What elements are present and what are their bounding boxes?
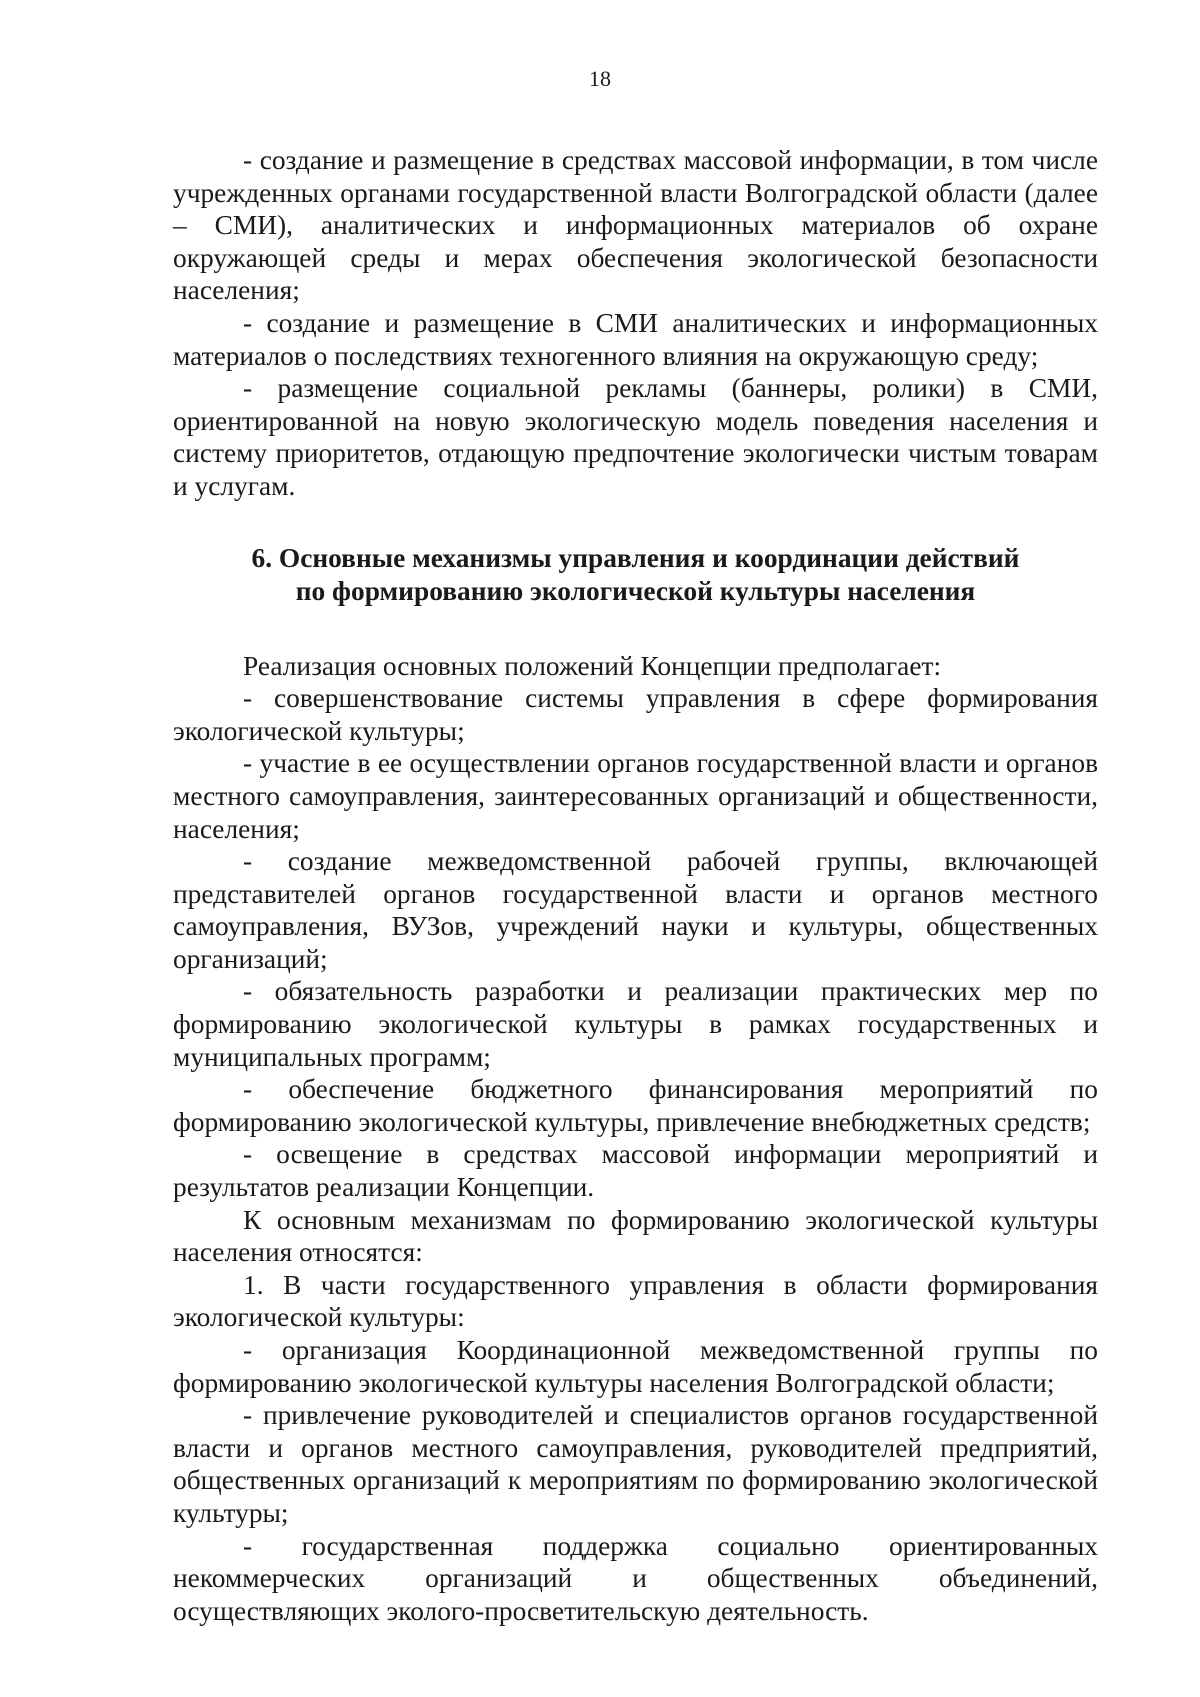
list-item: - организация Координационной межведомственной группы по формированию экологической культуры населения Волгоградской области; [173,1335,1098,1398]
page-number: 18 [589,66,611,91]
paragraph-media-technogenic: - создание и размещение в СМИ аналитических и информационных материалов о последствиях техногенного влияния на окружающую среду; [173,307,1098,371]
paragraph-mechanisms-intro: К основным механизмам по формированию экологической культуры населения относятся: [173,1204,1098,1268]
section-heading [173,542,1098,608]
list-item: - совершенствование системы управления в сфере формирования экологической культуры; [173,683,1098,746]
list-item: - обязательность разработки и реализации практических мер по формированию экологической культуры в рамках государственных и муниципальных программ; [173,976,1098,1072]
list-item: - обеспечение бюджетного финансирования мероприятий по формированию экологической культуры, привлечение внебюджетных средств; [173,1074,1098,1137]
list-item: - государственная поддержка социально ориентированных некоммерческих организаций и общественных объединений, осуществляющих эколого-просветительскую деятельность. [173,1530,1098,1626]
document-body [173,144,1098,1627]
section-heading-line-2: по формированию экологической культуры населения [295,575,976,606]
list-item: - освещение в средствах массовой информации мероприятий и результатов реализации Концепции. [173,1139,1098,1203]
list-item: - создание межведомственной рабочей группы, включающей представителей органов государственной власти и органов местного самоуправления, ВУЗов, учреждений науки и культуры, общественных организаций; [173,846,1098,974]
paragraph-media-materials: - создание и размещение в средствах массовой информации, в том числе учрежденных органами государственной власти Волгоградской области (далее – СМИ), аналитических и информационных материалов об охране окружающей среды и мерах обеспечения экологической безопасности населения; [173,145,1098,306]
paragraph-numbered-1: 1. В части государственного управления в области формирования экологической культуры: [173,1269,1098,1333]
paragraph-intro: Реализация основных положений Концепции предполагает: [243,650,942,681]
paragraph-social-advertising: - размещение социальной рекламы (баннеры, ролики) в СМИ, ориентированной на новую экологическую модель поведения населения и систему приоритетов, отдающую предпочтение экологически чистым товарам и услугам. [173,373,1098,501]
section-heading-line-1: 6. Основные механизмы управления и координации действий [251,542,1020,573]
list-item: - участие в ее осуществлении органов государственной власти и органов местного самоуправления, заинтересованных организаций и общественности, населения; [173,748,1098,844]
list-item: - привлечение руководителей и специалистов органов государственной власти и органов местного самоуправления, руководителей предприятий, общественных организаций к мероприятиям по формированию экологической культуры; [173,1400,1098,1528]
